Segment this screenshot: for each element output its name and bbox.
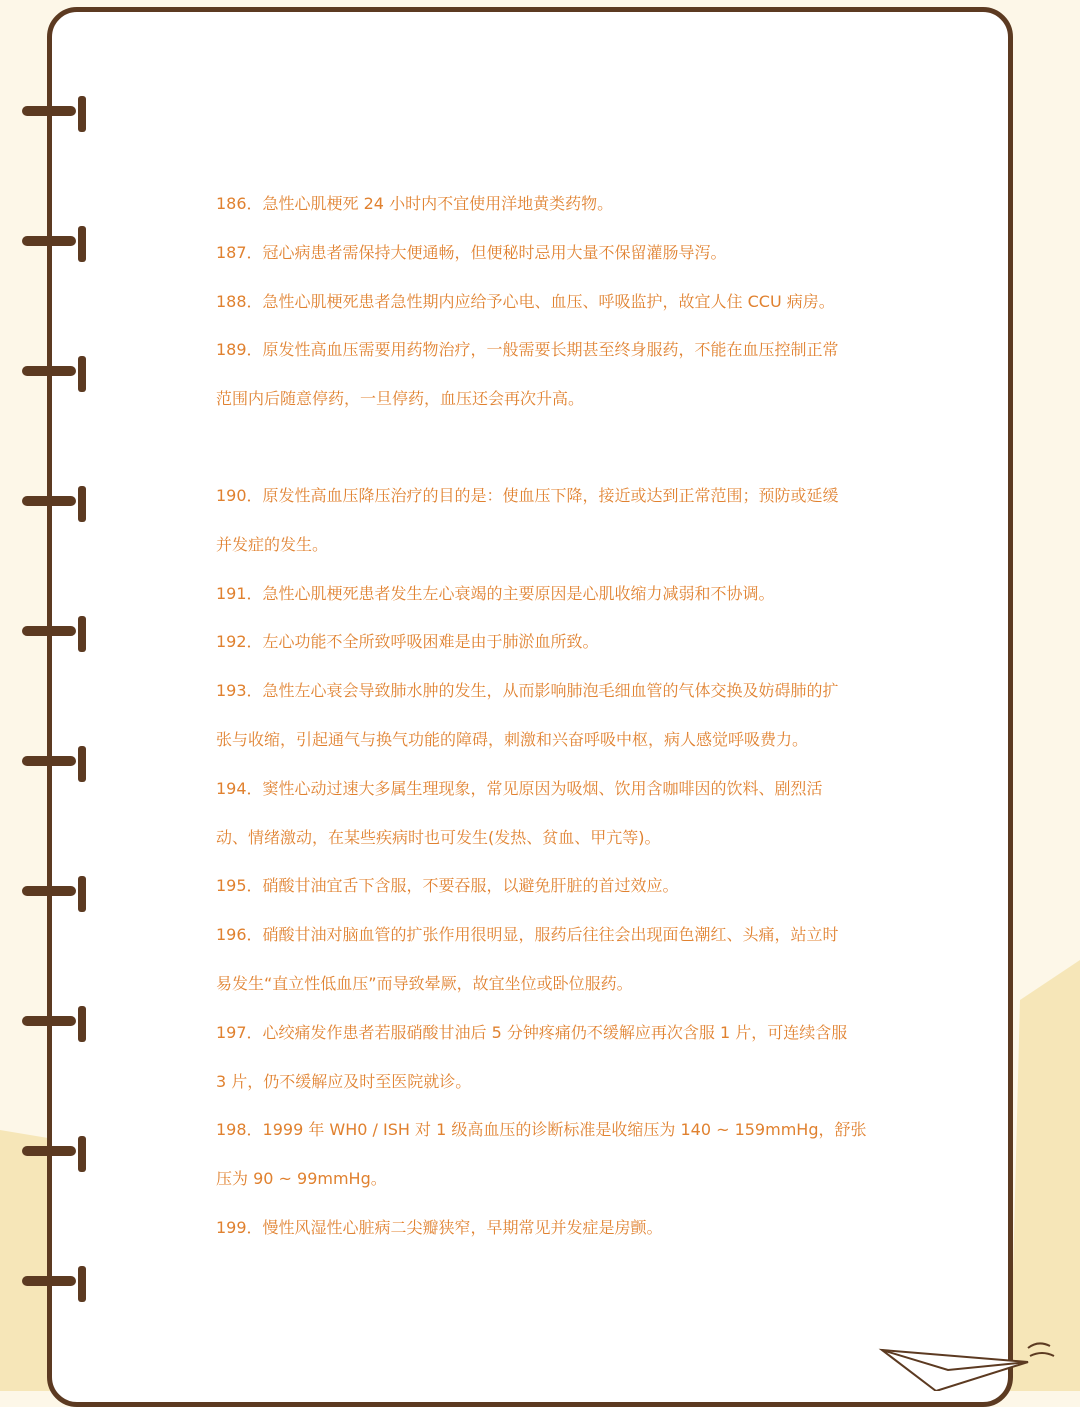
list-item: 198．1999 年 WH0 / ISH 对 1 级高血压的诊断标准是收缩压为 140 ~ 159mmHg，舒张 — [216, 1120, 867, 1140]
list-item: 195．硝酸甘油宜舌下含服，不要吞服，以避免肝脏的首过效应。 — [216, 876, 679, 896]
spiral-ring-icon — [22, 616, 88, 652]
spiral-ring-icon — [22, 486, 88, 522]
list-item: 186．急性心肌梗死 24 小时内不宜使用洋地黄类药物。 — [216, 194, 614, 213]
spiral-ring-icon — [22, 1266, 88, 1302]
list-item-continuation: 易发生“直立性低血压”而导致晕厥，故宜坐位或卧位服药。 — [216, 973, 633, 993]
spiral-ring-icon — [22, 1136, 88, 1172]
list-item: 190．原发性高血压降压治疗的目的是：使血压下降，接近或达到正常范围；预防或延缓 — [216, 485, 839, 505]
list-item: 193．急性左心衰会导致肺水肿的发生，从而影响肺泡毛细血管的气体交换及妨碍肺的扩 — [216, 681, 839, 701]
list-item: 188．急性心肌梗死患者急性期内应给予心电、血压、呼吸监护，故宜人住 CCU 病房。 — [216, 291, 835, 311]
list-item: 197．心绞痛发作患者若服硝酸甘油后 5 分钟疼痛仍不缓解应再次含服 1 片，可连续含服 — [216, 1022, 848, 1042]
list-item-continuation: 张与收缩，引起通气与换气功能的障碍，刺激和兴奋呼吸中枢，病人感觉呼吸费力。 — [216, 729, 809, 749]
list-item-continuation: 压为 90 ~ 99mmHg。 — [216, 1169, 387, 1189]
list-item: 191．急性心肌梗死患者发生左心衰竭的主要原因是心肌收缩力减弱和不协调。 — [216, 583, 775, 603]
list-item: 187．冠心病患者需保持大便通畅，但便秘时忌用大量不保留灌肠导泻。 — [216, 242, 727, 262]
list-item: 196．硝酸甘油对脑血管的扩张作用很明显，服药后往往会出现面色潮红、头痛，站立时 — [216, 925, 839, 945]
list-item-continuation: 并发症的发生。 — [216, 534, 329, 554]
paragraph-gap — [216, 424, 866, 472]
list-item: 192．左心功能不全所致呼吸困难是由于肺淤血所致。 — [216, 632, 599, 652]
spiral-ring-icon — [22, 746, 88, 782]
paper-plane-icon — [878, 1336, 1058, 1391]
list-item: 189．原发性高血压需要用药物治疗，一般需要长期甚至终身服药，不能在血压控制正常 — [216, 340, 839, 360]
spiral-ring-icon — [22, 876, 88, 912]
notes-list — [216, 180, 866, 1253]
spiral-ring-icon — [22, 1006, 88, 1042]
spiral-ring-icon — [22, 356, 88, 392]
list-item-continuation: 3 片，仍不缓解应及时至医院就诊。 — [216, 1071, 472, 1091]
list-item: 199．慢性风湿性心脏病二尖瓣狭窄，早期常见并发症是房颤。 — [216, 1217, 663, 1237]
list-item-continuation: 范围内后随意停药，一旦停药，血压还会再次升高。 — [216, 389, 585, 409]
spiral-ring-icon — [22, 226, 88, 262]
spiral-ring-icon — [22, 96, 88, 132]
list-item-continuation: 动、情绪激动，在某些疾病时也可发生(发热、贫血、甲亢等)。 — [216, 827, 661, 847]
list-item: 194．窦性心动过速大多属生理现象，常见原因为吸烟、饮用含咖啡因的饮料、剧烈活 — [216, 778, 823, 798]
